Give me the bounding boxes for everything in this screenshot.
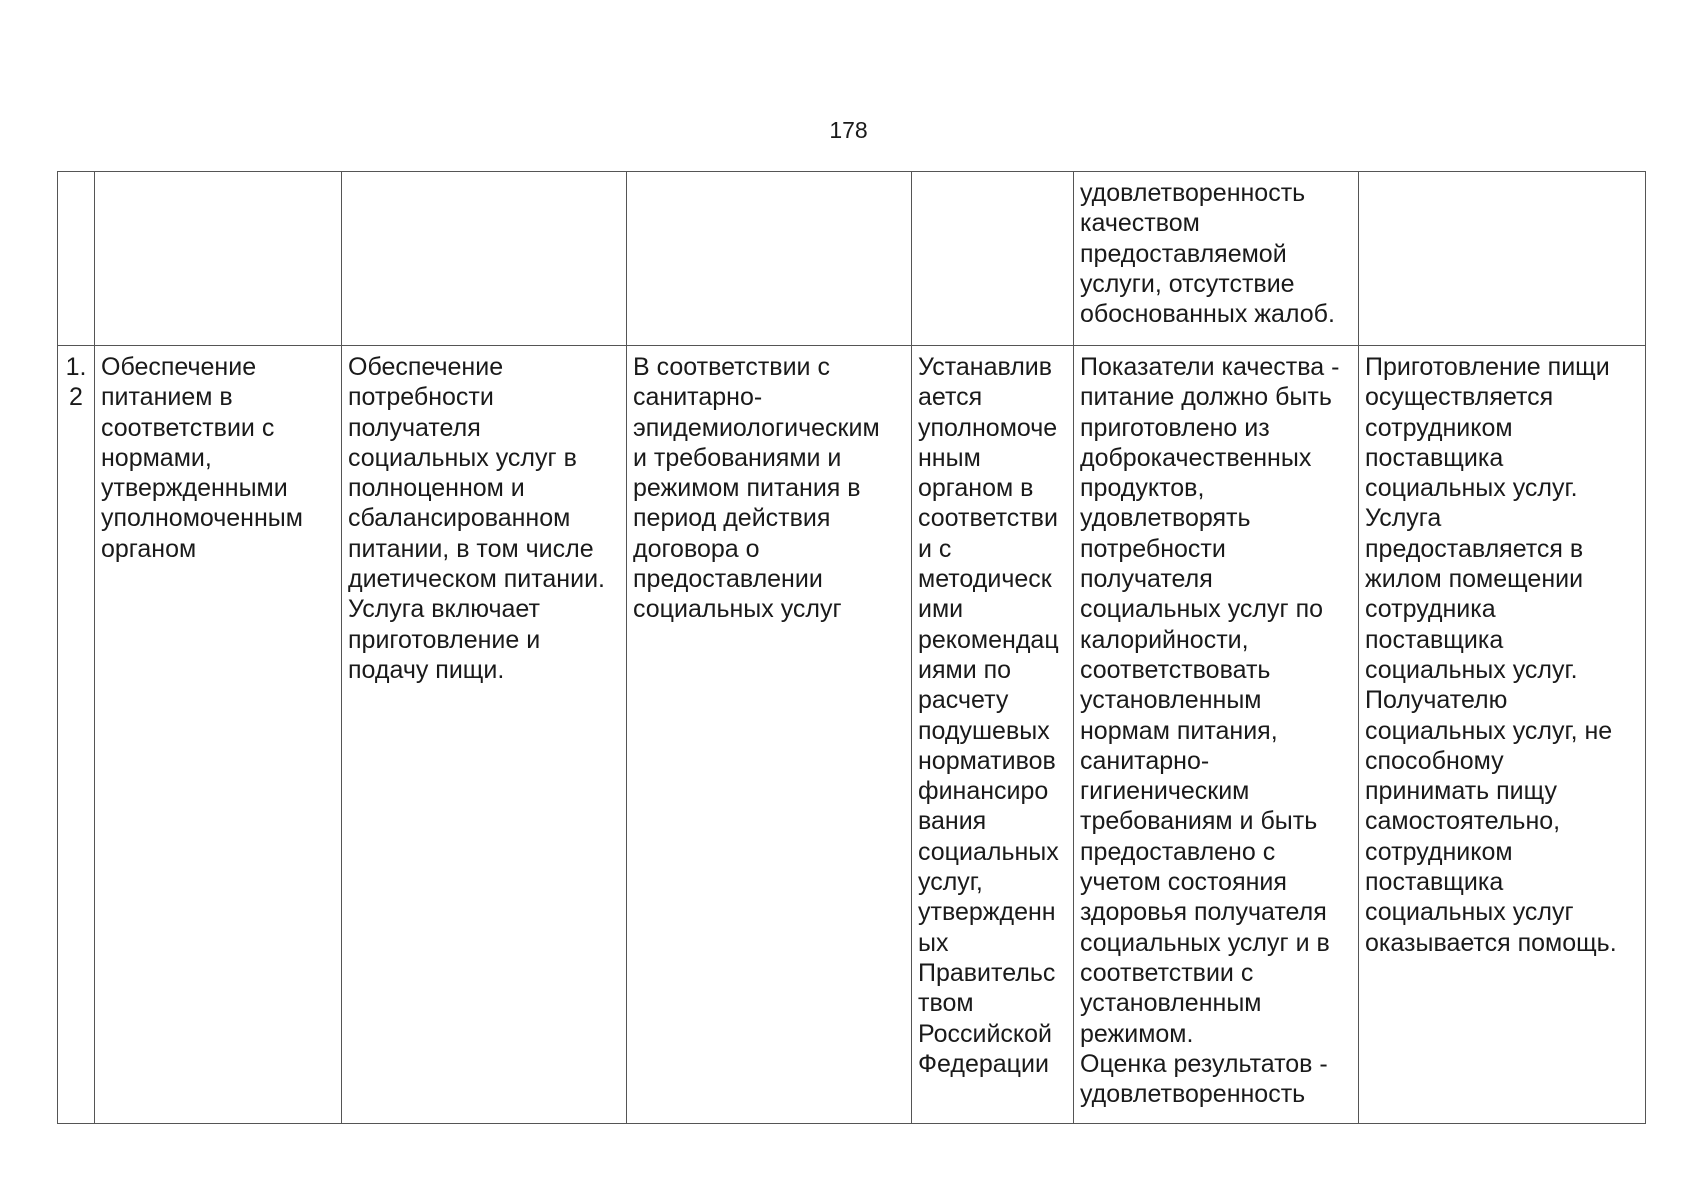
cell-service-timing-text: В соответствии с санитарно- эпидемиологическим и требованиями и режимом питания в период действия договора о предоставлении социальных услуг (633, 353, 880, 624)
cell-service-name (95, 172, 342, 346)
cell-number (58, 172, 95, 346)
cell-quality-indicators-text: удовлетворенность качеством предоставляемой услуги, отсутствие обоснованных жалоб. (1080, 179, 1335, 329)
cell-service-norms-text: Устанавлив ается уполномоче нным органом в соответстви и с методическ ими рекомендац иями по расчету подушевых нормативов финансиро вания социальных услуг, утвержденн ых Правительс твом Российской Федерации (918, 353, 1059, 1078)
cell-service-description-text: Обеспечение потребности получателя социальных услуг в полноценном и сбалансированном питании, в том числе диетическом питании. Услуга включает приготовление и подачу пищи. (348, 353, 605, 684)
cell-service-timing (627, 172, 912, 346)
cell-number-text: 1. 2 (65, 353, 87, 412)
cell-service-conditions (1359, 346, 1646, 1124)
cell-service-description (342, 172, 627, 346)
table-row (58, 172, 1646, 346)
cell-service-conditions (1359, 172, 1646, 346)
cell-service-conditions-text: Приготовление пищи осуществляется сотрудником поставщика социальных услуг. Услуга предоставляется в жилом помещении сотрудника поставщика социальных услуг. Получателю социальных услуг, не способному принимать пищу самостоятельно, сотрудником поставщика социальных услуг оказывается помощь. (1365, 353, 1617, 957)
page-number: 178 (829, 117, 868, 143)
cell-service-timing (627, 346, 912, 1124)
cell-quality-indicators (1074, 172, 1359, 346)
cell-service-norms (912, 172, 1074, 346)
cell-number (58, 346, 95, 1124)
table-row (58, 346, 1646, 1124)
cell-service-description (342, 346, 627, 1124)
services-table (57, 171, 1646, 1124)
cell-service-norms (912, 346, 1074, 1124)
cell-quality-indicators (1074, 346, 1359, 1124)
cell-service-name (95, 346, 342, 1124)
cell-service-name-text: Обеспечение питанием в соответствии с нормами, утвержденными уполномоченным органом (101, 353, 303, 563)
cell-quality-indicators-text: Показатели качества - питание должно быть приготовлено из доброкачественных продуктов, удовлетворять потребности получателя социальных услуг по калорийности, соответствовать установленным нормам питания, санитарно- гигиеническим требованиям и быть предоставлено с учетом состояния здоровья получателя социальных услуг и в соответствии с установленным режимом. Оценка результатов - удовлетворенность (1080, 353, 1340, 1109)
